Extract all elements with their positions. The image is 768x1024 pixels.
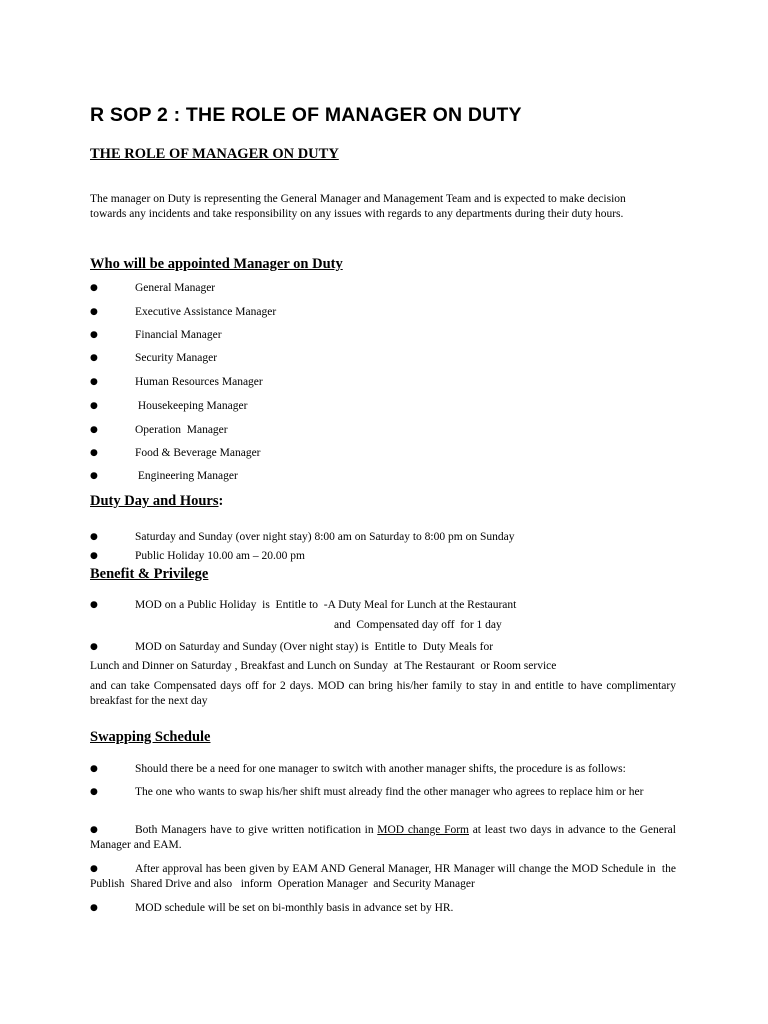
duty-heading-colon: : — [218, 493, 224, 509]
bullet-icon: ● — [90, 307, 98, 317]
swap-item3-post: at least two days in advance to the General Manager and EAM. — [90, 824, 676, 851]
duty-heading-text: Duty Day and Hours — [90, 493, 219, 509]
bullet-icon: ● — [90, 377, 98, 387]
bullet-icon: ● — [90, 825, 98, 835]
bullet-icon: ● — [90, 283, 98, 293]
list-item-text: Engineering Manager — [135, 470, 238, 482]
list-item-text: MOD on a Public Holiday is Entitle to -A Duty Meal for Lunch at the Restaurant — [135, 599, 517, 611]
bullet-icon: ● — [90, 551, 98, 561]
list-item-text: The one who wants to swap his/her shift must already find the other manager who agrees to replace him or her — [135, 786, 644, 798]
list-item-text: Housekeeping Manager — [135, 400, 248, 412]
list-item-text: Financial Manager — [135, 329, 222, 341]
bullet-icon: ● — [90, 448, 98, 458]
list-item-text: Operation Manager — [135, 424, 228, 436]
bullet-icon: ● — [90, 642, 98, 652]
list-item-text — [90, 823, 676, 853]
bullet-icon: ● — [90, 864, 98, 874]
list-item-text: After approval has been given by EAM AND General Manager, HR Manager will change the MOD Schedule in the Publish Shared Drive and also inform Operation Manager and Security Manager — [90, 863, 679, 890]
bullet-icon: ● — [90, 764, 98, 774]
benefit-item2-line2: Lunch and Dinner on Saturday , Breakfast and Lunch on Sunday at The Restaurant or Room service — [90, 660, 557, 672]
bullet-icon: ● — [90, 401, 98, 411]
list-item — [90, 901, 676, 916]
section-heading-duty — [90, 493, 223, 510]
section-heading-appointed: Who will be appointed Manager on Duty — [90, 256, 343, 272]
swap-item3-pre: Both Managers have to give written notification in — [135, 824, 378, 836]
section-heading-role: THE ROLE OF MANAGER ON DUTY — [90, 146, 339, 162]
bullet-icon: ● — [90, 353, 98, 363]
list-item-text: Saturday and Sunday (over night stay) 8:00 am on Saturday to 8:00 pm on Sunday — [135, 531, 515, 543]
bullet-icon: ● — [90, 600, 98, 610]
bullet-icon: ● — [90, 330, 98, 340]
intro-line-2: towards any incidents and take responsibility on any issues with regards to any departments during their duty hours. — [90, 208, 624, 220]
section-heading-swapping: Swapping Schedule — [90, 729, 211, 745]
benefit-item2-paragraph: and can take Compensated days off for 2 days. MOD can bring his/her family to stay in and entitle to have complimentary breakfast for the next day — [90, 680, 676, 707]
list-item-text: Human Resources Manager — [135, 376, 263, 388]
page-title: R SOP 2 : THE ROLE OF MANAGER ON DUTY — [90, 104, 522, 126]
list-item-text: Should there be a need for one manager to switch with another manager shifts, the procedure is as follows: — [135, 763, 626, 775]
list-item-text: Food & Beverage Manager — [135, 447, 261, 459]
list-item — [90, 785, 676, 800]
section-heading-benefit: Benefit & Privilege — [90, 566, 209, 582]
list-item-text: MOD schedule will be set on bi-monthly basis in advance set by HR. — [135, 902, 454, 914]
bullet-icon: ● — [90, 471, 98, 481]
list-item-text: MOD on Saturday and Sunday (Over night stay) is Entitle to Duty Meals for — [135, 641, 494, 653]
list-item — [90, 823, 676, 853]
bullet-icon: ● — [90, 903, 98, 913]
list-item — [90, 862, 679, 892]
list-item-text: Public Holiday 10.00 am – 20.00 pm — [135, 550, 305, 562]
bullet-icon: ● — [90, 532, 98, 542]
list-item-text: Executive Assistance Manager — [135, 306, 277, 318]
mod-change-form-link[interactable]: MOD change Form — [377, 824, 469, 836]
bullet-icon: ● — [90, 787, 98, 797]
intro-line-1: The manager on Duty is representing the General Manager and Management Team and is expected to make decision — [90, 193, 626, 205]
list-item-text: General Manager — [135, 282, 216, 294]
list-item — [90, 762, 676, 777]
benefit-item1-continuation: and Compensated day off for 1 day — [334, 619, 502, 631]
bullet-icon: ● — [90, 425, 98, 435]
list-item-text: Security Manager — [135, 352, 218, 364]
